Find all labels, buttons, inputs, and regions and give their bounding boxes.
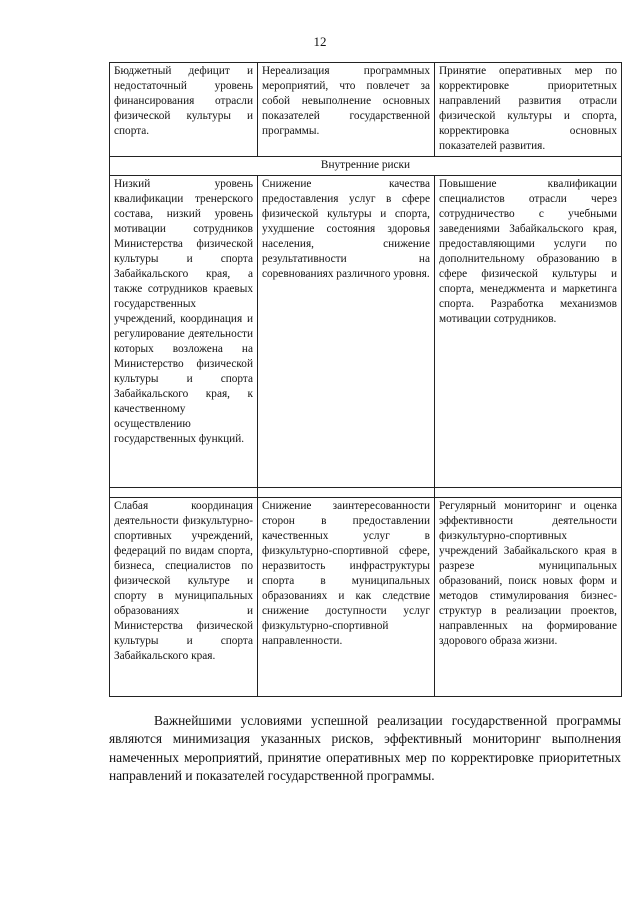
table-row <box>110 63 622 157</box>
consequence-text: Снижение качества предоставления услуг в сфере физической культуры и спорта, ухудшение состояния здоровья населения, снижение результативности на соревнованиях различного уровня. <box>262 178 430 280</box>
spacer-cell <box>258 488 435 498</box>
measures-cell <box>435 63 622 157</box>
section-header-internal-risks: Внутренние риски <box>110 157 622 176</box>
risk-cell <box>110 498 258 697</box>
table-row <box>110 498 622 697</box>
measures-text: Повышение квалификации специалистов отрасли через сотрудничество с учебными заведениями Забайкальского края, предоставляющими услуги по дополнительному образованию в сфере физической культуры и спорта, менеджмента и маркетинга спорта. Разработка механизмов мотивации сотрудников. <box>439 178 617 325</box>
conclusion-paragraph: Важнейшими условиями успешной реализации государственной программы являются минимизация указанных рисков, эффективный мониторинг выполнения намеченных мероприятий, принятие оперативных мер по корректировке приоритетных направлений и показателей государственной программы. <box>109 713 621 784</box>
consequence-cell <box>258 63 435 157</box>
spacer-cell <box>435 488 622 498</box>
risk-text: Слабая координация деятельности физкультурно-спортивных учреждений, федераций по видам спорта, бизнеса, специалистов по физической культуре и спорту в муниципальных образованиях и Министерства физической культуры и спорта Забайкальского края. <box>114 500 253 662</box>
spacer-cell <box>110 488 258 498</box>
risk-table <box>109 62 622 697</box>
table-row <box>110 176 622 488</box>
consequence-cell <box>258 176 435 488</box>
risk-text: Бюджетный дефицит и недостаточный уровень финансирования отрасли физической культуры и спорта. <box>114 65 253 137</box>
measures-text: Принятие оперативных мер по корректировке приоритетных направлений развития отрасли физической культуры и спорта, корректировка основных показателей развития. <box>439 65 617 152</box>
section-header-row <box>110 157 622 176</box>
consequence-text: Снижение заинтересованности сторон в предоставлении качественных услуг в физкультурно-спортивной сфере, неразвитость инфраструктуры спорта в муниципальных образованиях и как следствие снижение доступности услуг физкультурно-спортивной направленности. <box>262 500 430 647</box>
risk-text: Низкий уровень квалификации тренерского состава, низкий уровень мотивации сотрудников Министерства физической культуры и спорта Забайкальского края, а также сотрудников краевых государственных учреждений, координация и регулирование деятельности которых возложена на Министерство физической культуры и спорта Забайкальского края, к качественному осуществлению государственных функций. <box>114 178 253 445</box>
measures-cell <box>435 498 622 697</box>
table-row-spacer <box>110 488 622 498</box>
risk-cell <box>110 176 258 488</box>
measures-cell <box>435 176 622 488</box>
consequence-cell <box>258 498 435 697</box>
page-number: 12 <box>313 34 327 49</box>
consequence-text: Нереализация программных мероприятий, что повлечет за собой невыполнение основных показателей государственной программы. <box>262 65 430 137</box>
measures-text: Регулярный мониторинг и оценка эффективности деятельности физкультурно-спортивных учреждений Забайкальского края в разрезе муниципальных образований, поиск новых форм и методов стимулирования бизнес-структур в реализации проектов, направленных на формирование здорового образа жизни. <box>439 500 617 647</box>
risk-cell <box>110 63 258 157</box>
